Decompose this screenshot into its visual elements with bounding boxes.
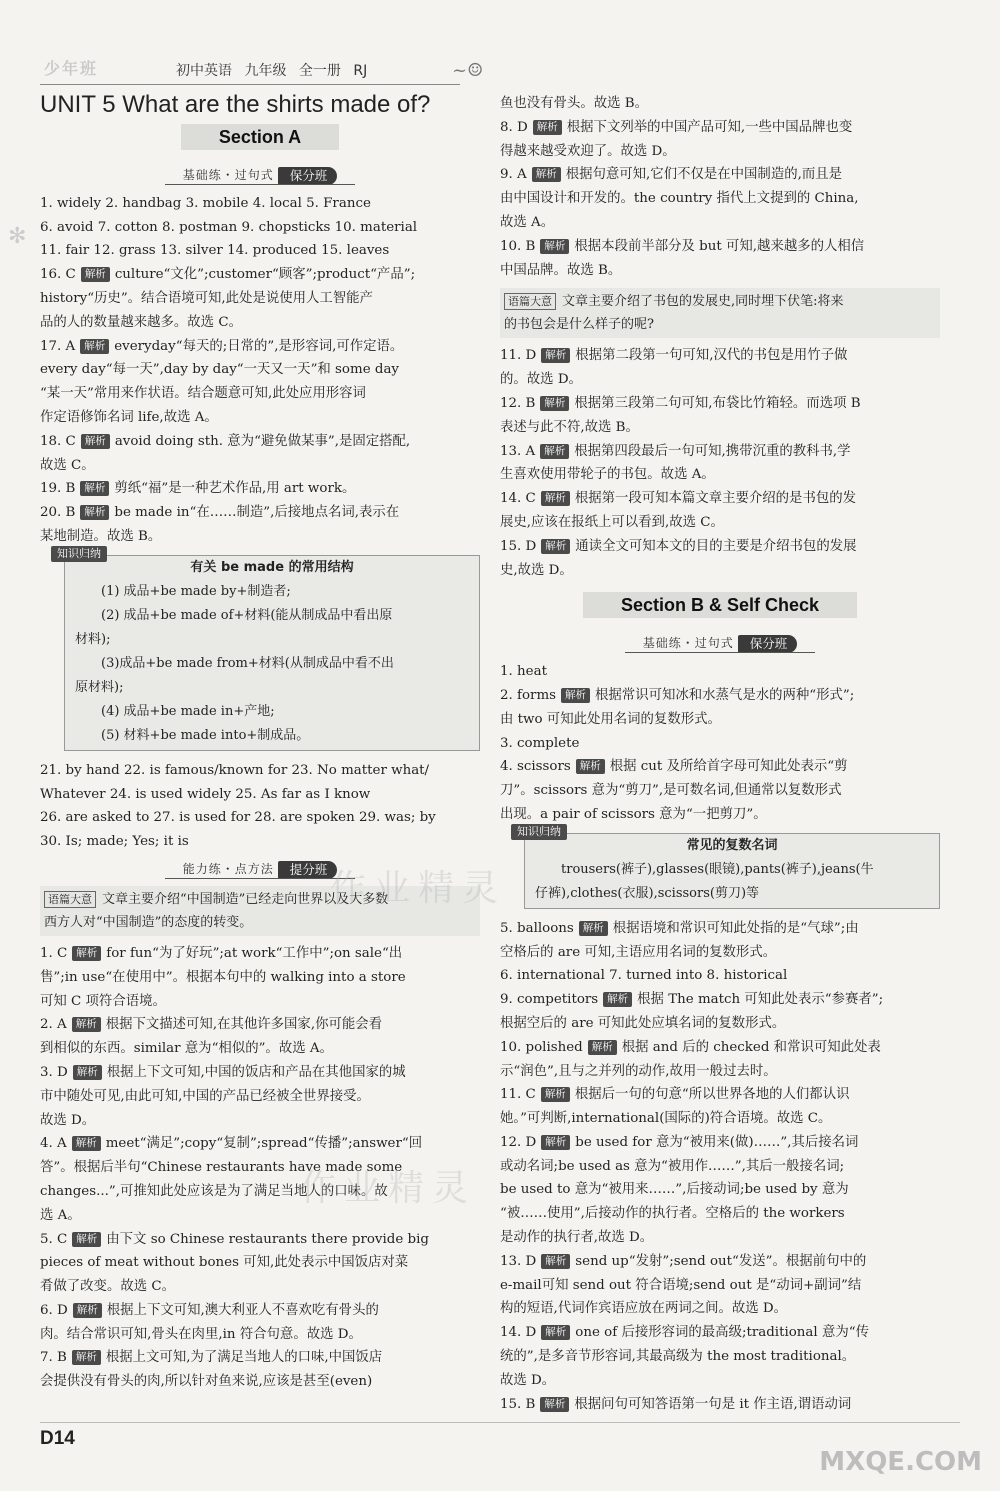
answer-item — [500, 235, 940, 283]
explanation-line: 史,故选 D。 — [500, 562, 573, 578]
explanation-line: 刀”。scissors 意为“剪刀”,是可数名词,但通常以复数形式 — [500, 783, 842, 799]
explanation-line: 售”;in use“在使用中”。根据本句中的 walking into a store — [40, 969, 406, 985]
knowledge-row: (1) 成品+be made by+制造者; — [101, 583, 291, 599]
explanation-line: “某一天”常用来作状语。结合题意可知,此处应用形容词 — [40, 386, 366, 402]
knowledge-row: 仔裤),clothes(衣服),scissors(剪刀)等 — [535, 885, 760, 901]
answer-number: 4. scissors — [500, 759, 571, 775]
continued-line: 鱼也没有骨头。故选 B。 — [500, 96, 649, 111]
answer-number: 17. A — [40, 338, 76, 354]
answer-item — [500, 1083, 940, 1131]
answer-item — [500, 1131, 940, 1250]
explanation-line: 作定语修饰名词 life,故选 A。 — [40, 409, 218, 425]
page-number: D14 — [40, 1428, 75, 1449]
jiexi-badge: 解析 — [540, 396, 569, 411]
jiexi-badge: 解析 — [541, 1135, 570, 1150]
answer-item — [500, 487, 940, 535]
answer-line — [500, 917, 940, 941]
answer-number: 15. D — [500, 538, 537, 554]
explanation-line: 可知 C 项符合语境。 — [40, 993, 166, 1009]
explanation-line: 故选 C。 — [40, 457, 95, 473]
explanation-line: 选 A。 — [40, 1207, 81, 1223]
unit-title: UNIT 5 What are the shirts made of? — [40, 91, 431, 118]
answer-line: 26. are asked to 27. is used for 28. are spoken 29. was; by — [40, 810, 436, 826]
explanation-text: 根据 The match 可知此处表示“参赛者”; — [637, 992, 884, 1008]
answer-number: 19. B — [40, 481, 76, 497]
answer-number: 9. A — [500, 167, 527, 183]
knowledge-row: 材料); — [75, 631, 111, 647]
knowledge-row: (2) 成品+be made of+材料(能从制成品中看出原 — [101, 607, 393, 623]
answer-line — [40, 1228, 480, 1252]
answer-item — [500, 732, 940, 756]
explanation-text: 根据下文描述可知,在其他许多国家,你可能会看 — [105, 1017, 383, 1033]
knowledge-title: 有关 be made 的常用结构 — [190, 559, 354, 575]
answer-number: 12. B — [500, 395, 536, 411]
answer-line — [40, 477, 480, 501]
explanation-line: 市中随处可见,由此可知,中国的产品已经被全世界接受。 — [40, 1088, 370, 1104]
answer-item — [500, 344, 940, 392]
answers-b-5-15 — [500, 917, 940, 1417]
knowledge-row: (4) 成品+be made in+产地; — [101, 703, 275, 719]
answer-line: 6. avoid 7. cotton 8. postman 9. chopsticks 10. material — [40, 219, 418, 235]
answer-number: 3. complete — [500, 735, 580, 751]
explanation-text: be used for 意为“被用来(做)……”,其后接名词 — [575, 1134, 859, 1150]
jiexi-badge: 解析 — [533, 120, 562, 135]
explanation-line: 由 two 可知此处用名词的复数形式。 — [500, 711, 721, 727]
jiexi-badge: 解析 — [540, 444, 569, 459]
answer-item — [40, 1013, 480, 1061]
explanation-text: one of 后接形容词的最高级;traditional 意为“传 — [575, 1325, 869, 1341]
explanation-line: 的。故选 D。 — [500, 372, 582, 388]
knowledge-tag: 知识归纳 — [511, 824, 567, 840]
overview-line: 文章主要介绍“中国制造”已经走向世界以及大多数 — [102, 891, 389, 907]
explanation-line: every day“每一天”,day by day“一天又一天”和 some day — [40, 362, 399, 378]
explanation-text: 剪纸“福”是一种艺术作品,用 art work。 — [114, 481, 356, 497]
knowledge-box-be-made — [57, 546, 480, 751]
jiexi-badge: 解析 — [81, 434, 110, 449]
explanation-line: 根据空后的 are 可知此处应填名词的复数形式。 — [500, 1015, 786, 1031]
answer-number: 18. C — [40, 433, 76, 449]
answer-item — [40, 1299, 480, 1347]
overview-tag: 语篇大意 — [504, 293, 556, 310]
explanation-text: 根据第三段第二句可知,布袋比竹箱轻。而选项 B — [574, 395, 861, 411]
explanation-text: 根据 and 后的 checked 和常识可知此处表 — [621, 1039, 881, 1055]
answer-number: 6. D — [40, 1302, 68, 1318]
explanation-text: 根据下文列举的中国产品可知,一些中国品牌也变 — [566, 119, 853, 135]
band-badge: 保分班 — [738, 635, 798, 653]
basic-answers — [40, 192, 480, 263]
explanation-line: 生喜欢使用带轮子的书包。故选 A。 — [500, 467, 715, 483]
explanation-line: “被……使用”,后接动作的执行者。空格后的 the workers — [500, 1206, 845, 1222]
jiexi-badge: 解析 — [588, 1040, 617, 1055]
answers-8-10 — [500, 116, 940, 283]
answer-item — [500, 392, 940, 440]
jiexi-badge: 解析 — [80, 481, 109, 496]
explanation-text: 根据句意可知,它们不仅是在中国制造的,而且是 — [565, 167, 843, 183]
explanation-line: 由中国设计和开发的。the country 指代上文提到的 China, — [500, 191, 859, 207]
explanation-line: 品的人的数量越来越多。故选 C。 — [40, 314, 242, 330]
jiexi-badge: 解析 — [80, 505, 109, 520]
jiexi-badge: 解析 — [541, 1325, 570, 1340]
overview-line: 西方人对“中国制造”的态度的转变。 — [44, 914, 253, 930]
answer-item — [500, 1250, 940, 1321]
answer-line — [40, 1346, 480, 1370]
answers-16-20 — [40, 263, 480, 549]
answer-item — [500, 684, 940, 732]
jiexi-badge: 解析 — [540, 1397, 569, 1412]
right-column — [500, 92, 940, 1416]
knowledge-row: (3)成品+be made from+材料(从制成品中看不出 — [101, 655, 394, 671]
explanation-line: pieces of meat without bones 可知,此处表示中国饭店对菜 — [40, 1255, 409, 1271]
answer-item — [40, 430, 480, 478]
explanation-line: 她。”可判断,international(国际的)符合语境。故选 C。 — [500, 1111, 832, 1127]
page-header — [40, 56, 480, 86]
answer-number: 10. B — [500, 238, 536, 254]
answer-line — [500, 684, 940, 708]
answer-item — [500, 1393, 940, 1417]
answer-line: Whatever 24. is used widely 25. As far as I know — [40, 786, 371, 802]
answer-line — [500, 392, 940, 416]
explanation-line: 答”。根据后半句“Chinese restaurants have made some — [40, 1160, 403, 1176]
answer-line — [500, 440, 940, 464]
answer-number: 20. B — [40, 505, 76, 521]
jiexi-badge: 解析 — [72, 946, 101, 961]
band-label: 基础练・过句式 — [182, 167, 274, 182]
explanation-text: 根据上下文可知,澳大利亚人不喜欢吃有骨头的 — [106, 1302, 379, 1318]
answer-item — [40, 942, 480, 1013]
explanation-line: 某地制造。故选 B。 — [40, 528, 162, 544]
answer-number: 12. D — [500, 1134, 537, 1150]
knowledge-title: 常见的复数名词 — [686, 837, 778, 853]
answer-line — [500, 732, 940, 756]
explanation-text: 根据第一段可知本篇文章主要介绍的是书包的发 — [574, 491, 857, 507]
answer-line — [500, 1393, 940, 1417]
explanation-line: 肴做了改变。故选 C。 — [40, 1279, 176, 1295]
answer-item — [500, 660, 940, 684]
answer-number: 13. D — [500, 1253, 537, 1269]
answer-line — [500, 235, 940, 259]
answer-number: 11. C — [500, 1087, 536, 1103]
answer-number: 16. C — [40, 267, 76, 283]
answer-number: 5. C — [40, 1231, 68, 1247]
answer-line — [500, 660, 940, 684]
answer-item — [500, 116, 940, 164]
band-basic — [40, 164, 480, 186]
answer-line — [500, 487, 940, 511]
answer-item — [500, 1036, 940, 1084]
explanation-line: changes...”,可推知此处应该是为了满足当地人的口味。故 — [40, 1183, 388, 1199]
answer-number: 15. B — [500, 1396, 536, 1412]
explanation-line: 展史,应该在报纸上可以看到,故选 C。 — [500, 514, 724, 530]
explanation-line: 故选 A。 — [500, 214, 555, 230]
answer-line — [500, 964, 940, 988]
answer-line — [40, 430, 480, 454]
answer-line: 11. fair 12. grass 13. silver 14. produced 15. leaves — [40, 243, 390, 259]
band-label: 基础练・过句式 — [642, 636, 734, 651]
explanation-line: 示“润色”,且与之并列的动作,故用一般过去时。 — [500, 1063, 777, 1079]
explanation-text: 根据第四段最后一句可知,携带沉重的教科书,学 — [574, 443, 851, 459]
knowledge-box-plural-nouns — [517, 824, 940, 909]
answer-line: 1. widely 2. handbag 3. mobile 4. local 5. France — [40, 195, 371, 211]
jiexi-badge: 解析 — [541, 1254, 570, 1269]
answer-item — [500, 440, 940, 488]
band-label: 能力练・点方法 — [182, 861, 274, 876]
explanation-line: 出现。a pair of scissors 意为“一把剪刀”。 — [500, 806, 767, 822]
explanation-line: 空格后的 are 可知,主语应用名词的复数形式。 — [500, 944, 777, 960]
explanation-text: 根据第二段第一句可知,汉代的书包是用竹子做 — [575, 348, 848, 364]
band-basic-b — [500, 632, 940, 654]
section-b-title: Section B & Self Check — [500, 592, 940, 620]
explanation-text: send up“发射”;send out“发送”。根据前句中的 — [575, 1253, 867, 1269]
band-badge: 提分班 — [278, 861, 338, 879]
explanation-line: 表述与此不符,故选 B。 — [500, 419, 639, 435]
footer-rule — [40, 1422, 960, 1423]
answer-number: 4. A — [40, 1136, 67, 1152]
answer-number: 5. balloons — [500, 920, 574, 936]
answer-number: 1. heat — [500, 664, 547, 680]
answer-item — [500, 1321, 940, 1392]
answer-item — [500, 163, 940, 234]
jiexi-badge: 解析 — [81, 267, 110, 282]
jiexi-badge: 解析 — [541, 348, 570, 363]
jiexi-badge: 解析 — [72, 1136, 101, 1151]
answer-number: 11. D — [500, 348, 537, 364]
answer-number: 2. forms — [500, 687, 557, 703]
answer-line: 30. Is; made; Yes; it is — [40, 834, 189, 850]
answer-number: 2. A — [40, 1017, 67, 1033]
knowledge-row: trousers(裤子),glasses(眼镜),pants(裤子),jeans(牛 — [561, 861, 874, 877]
jiexi-badge: 解析 — [72, 1017, 101, 1032]
answer-line — [40, 1013, 480, 1037]
answer-item — [500, 988, 940, 1036]
answer-line — [500, 1083, 940, 1107]
knowledge-tag: 知识归纳 — [51, 546, 107, 562]
answer-line — [500, 163, 940, 187]
explanation-text: avoid doing sth. 意为“避免做某事”,是固定搭配, — [114, 433, 411, 449]
answer-item — [40, 335, 480, 430]
answer-line — [500, 1250, 940, 1274]
jiexi-badge: 解析 — [561, 688, 590, 703]
jiexi-badge: 解析 — [579, 921, 608, 936]
watermark-icon: 作业精灵 — [300, 1168, 477, 1209]
jiexi-badge: 解析 — [541, 491, 570, 506]
jiexi-badge: 解析 — [72, 1350, 101, 1365]
jiexi-badge: 解析 — [72, 1232, 101, 1247]
answers-11-15 — [500, 344, 940, 582]
answer-line — [500, 1036, 940, 1060]
jiexi-badge: 解析 — [541, 1087, 570, 1102]
explanation-text: 根据本段前半部分及 but 可知,越来越多的人相信 — [574, 238, 865, 254]
answer-number: 3. D — [40, 1064, 68, 1080]
answer-line — [500, 116, 940, 140]
answer-number: 7. B — [40, 1350, 67, 1366]
answer-line — [40, 335, 480, 359]
explanation-text: be made in“在……制造”,后接地点名词,表示在 — [114, 505, 400, 521]
jiexi-badge: 解析 — [73, 1065, 102, 1080]
answers-21-30 — [40, 759, 480, 854]
answer-item — [500, 917, 940, 965]
book-info: 初中英语 九年级 全一册 RJ — [176, 63, 368, 79]
answer-line — [500, 344, 940, 368]
explanation-line: e-mail可知 send out 符合语境;send out 是“动词+副词”结 — [500, 1277, 862, 1293]
explanation-line: 中国品牌。故选 B。 — [500, 262, 622, 278]
answer-line — [40, 501, 480, 525]
explanation-text: for fun“为了好玩”;at work“工作中”;on sale“出 — [106, 945, 403, 961]
answer-item — [40, 1228, 480, 1299]
answer-number: 6. international 7. turned into 8. historical — [500, 968, 788, 984]
overview-tag: 语篇大意 — [44, 891, 96, 908]
decor-figure-icon: ✻ — [8, 224, 27, 249]
explanation-line: 或动名词;be used as 意为“被用作……”,其后一般接名词; — [500, 1158, 845, 1174]
answer-number: 13. A — [500, 443, 536, 459]
answer-number: 1. C — [40, 945, 68, 961]
explanation-text: 根据上下文可知,中国的饭店和产品在其他国家的城 — [106, 1064, 406, 1080]
passage-overview — [500, 288, 940, 338]
explanation-line: 构的短语,代词作宾语应放在两词之间。故选 D。 — [500, 1301, 788, 1317]
overview-line: 的书包会是什么样子的呢? — [504, 317, 654, 333]
explanation-text: 通读全文可知本文的目的主要是介绍书包的发展 — [575, 538, 857, 554]
overview-line: 文章主要介绍了书包的发展史,同时埋下伏笔:将来 — [562, 294, 844, 310]
jiexi-badge: 解析 — [541, 539, 570, 554]
explanation-text: meet“满足”;copy“复制”;spread“传播”;answer“回 — [105, 1136, 423, 1152]
explanation-line: 会提供没有骨头的肉,所以针对鱼来说,应该是甚至(even) — [40, 1374, 373, 1390]
answer-item — [40, 501, 480, 549]
answers-b-1-4 — [500, 660, 940, 827]
explanation-text: everyday“每天的;日常的”,是形容词,可作定语。 — [114, 338, 404, 354]
answer-line — [500, 755, 940, 779]
decor-swirl-icon: ~☺ — [452, 60, 484, 81]
answer-line — [40, 1132, 480, 1156]
watermark-icon: 作业精灵 — [330, 868, 507, 909]
answer-line — [40, 1061, 480, 1085]
section-a-title: Section A — [40, 124, 480, 152]
explanation-line: 肉。结合常识可知,骨头在肉里,in 符合句意。故选 D。 — [40, 1326, 362, 1342]
explanation-line: 是动作的执行者,故选 D。 — [500, 1230, 654, 1246]
answer-line — [500, 1131, 940, 1155]
answer-item — [500, 755, 940, 826]
explanation-line: 到相似的东西。similar 意为“相似的”。故选 A。 — [40, 1041, 333, 1057]
knowledge-row: (5) 材料+be made into+制成品。 — [101, 727, 310, 743]
explanation-text: 根据 cut 及所给首字母可知此处表示“剪 — [609, 759, 848, 775]
answer-item — [40, 1061, 480, 1132]
knowledge-row: 原材料); — [75, 679, 124, 695]
series-logo: 少年班 — [44, 59, 99, 78]
answer-line — [40, 263, 480, 287]
answer-line — [40, 942, 480, 966]
answer-line: 21. by hand 22. is famous/known for 23. No matter what/ — [40, 762, 430, 778]
jiexi-badge: 解析 — [603, 992, 632, 1007]
answer-line — [500, 535, 940, 559]
answer-line — [40, 1299, 480, 1323]
answer-number: 14. D — [500, 1325, 537, 1341]
jiexi-badge: 解析 — [540, 239, 569, 254]
header-rule — [40, 84, 460, 85]
answer-item — [500, 535, 940, 583]
answer-number: 9. competitors — [500, 992, 599, 1008]
jiexi-badge: 解析 — [532, 167, 561, 182]
answer-item — [40, 477, 480, 501]
explanation-line: be used to 意为“被用来……”,后接动词;be used by 意为 — [500, 1182, 849, 1198]
explanation-line: 统的”,是多音节形容词,其最高级为 the most traditional。 — [500, 1349, 856, 1365]
explanation-line: history“历史”。结合语境可知,此处是说使用人工智能产 — [40, 290, 373, 306]
jiexi-badge: 解析 — [576, 759, 605, 774]
explanation-text: 由下文 so Chinese restaurants there provide big — [106, 1231, 429, 1247]
answer-number: 8. D — [500, 119, 528, 135]
explanation-line: 得越来越受欢迎了。故选 D。 — [500, 143, 676, 159]
answer-item — [500, 964, 940, 988]
explanation-line: 故选 D。 — [500, 1372, 556, 1388]
answer-item — [40, 263, 480, 334]
jiexi-badge: 解析 — [73, 1303, 102, 1318]
band-badge: 保分班 — [278, 167, 338, 185]
explanation-text: 根据问句可知答语第一句是 it 作主语,谓语动词 — [574, 1396, 852, 1412]
explanation-text: 根据常识可知冰和水蒸气是水的两种“形式”; — [595, 687, 855, 703]
site-watermark: MXQE.COM — [819, 1447, 982, 1477]
explanation-text: 根据后一句的句意“所以世界各地的人们都认识 — [574, 1087, 850, 1103]
explanation-line: 故选 D。 — [40, 1112, 96, 1128]
explanation-text: culture“文化”;customer“顾客”;product“产品”; — [114, 267, 416, 283]
answer-item — [40, 1346, 480, 1394]
jiexi-badge: 解析 — [80, 339, 109, 354]
answer-line — [500, 1321, 940, 1345]
explanation-text: 根据语境和常识可知此处指的是“气球”;由 — [612, 920, 859, 936]
explanation-text: 根据上文可知,为了满足当地人的口味,中国饭店 — [105, 1350, 383, 1366]
answer-number: 14. C — [500, 491, 536, 507]
answer-line — [500, 988, 940, 1012]
answer-number: 10. polished — [500, 1039, 583, 1055]
